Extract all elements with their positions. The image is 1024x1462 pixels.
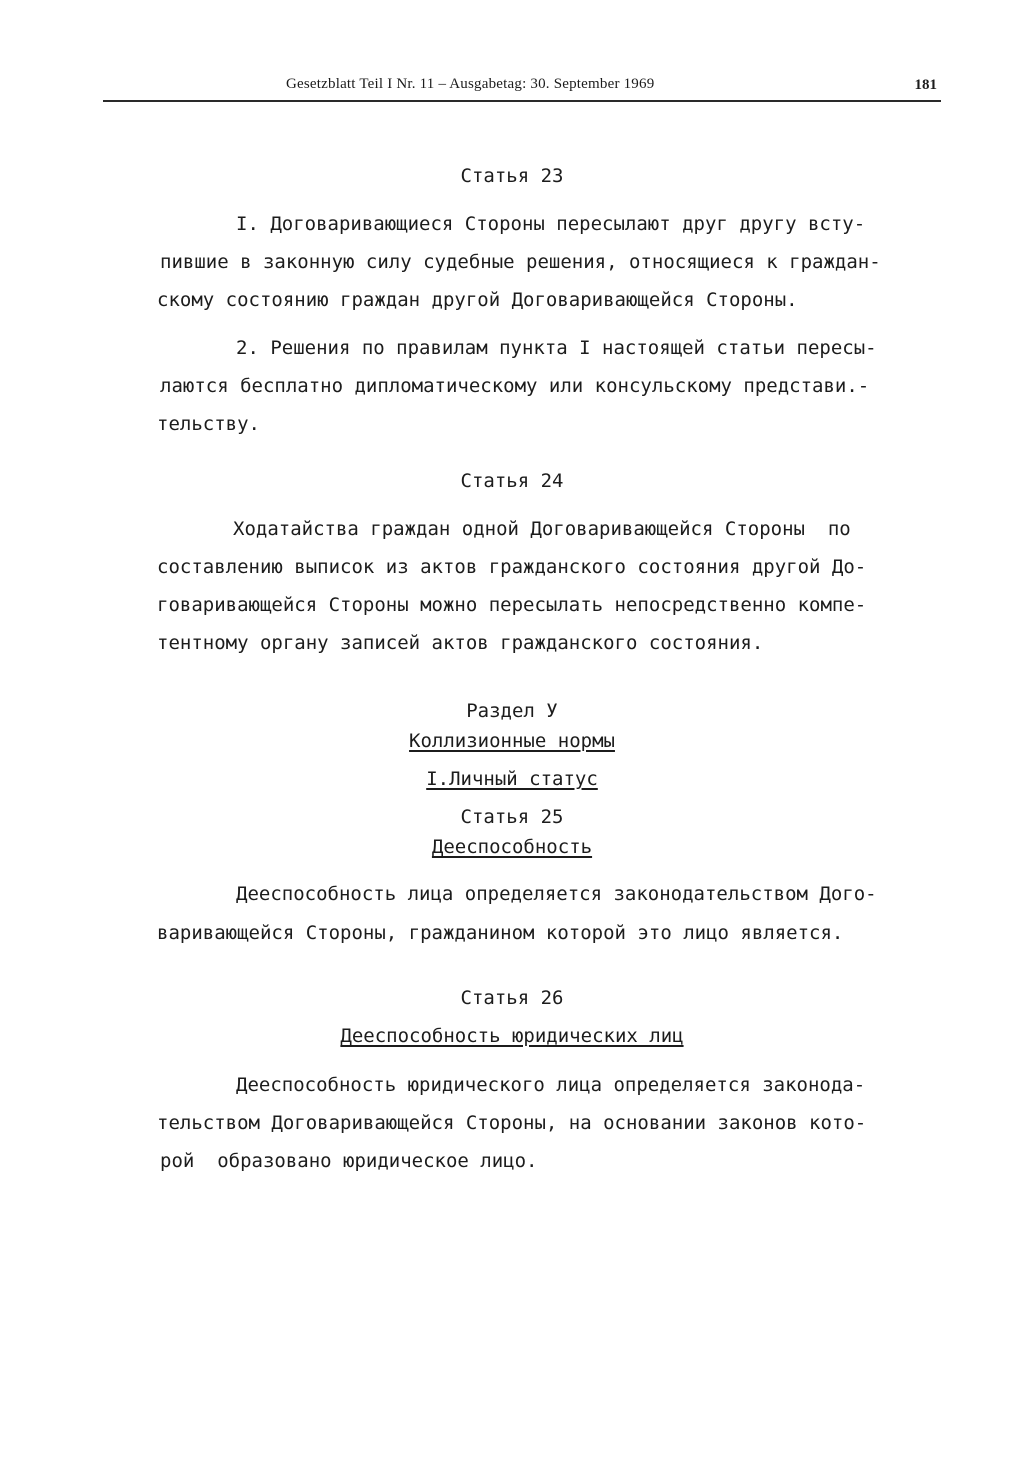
article-23-para1-line1: I. Договаривающиеся Стороны пересылают друг другу всту-: [236, 213, 866, 235]
article-24-para1-line4: тентному органу записей актов гражданского состояния.: [157, 632, 764, 654]
article-25-para1-line1: Дееспособность лица определяется законодательством Дого-: [236, 883, 877, 905]
article-25-para1-line2: варивающейся Стороны, гражданином которой это лицо является.: [157, 922, 844, 944]
article-26-para1-line1: Дееспособность юридического лица определяется законода-: [236, 1074, 866, 1096]
article-26-heading: Статья 26: [460, 987, 564, 1009]
article-23-para2-line1: 2. Решения по правилам пункта I настоящей статьи пересы-: [236, 337, 877, 359]
running-header: [103, 74, 941, 102]
article-24-para1-line2: составлению выписок из актов гражданского состояния другой До-: [157, 556, 867, 578]
article-23-para1-line2: пившие в законную силу судебные решения, относящиеся к граждан-: [160, 251, 881, 273]
article-23-para2-line3: тельству.: [157, 413, 260, 435]
article-26-title: Дееспособность юридических лиц: [340, 1025, 684, 1047]
article-24-para1-line3: говаривающейся Стороны можно пересылать непосредственно компе-: [157, 594, 867, 616]
article-23-para1-line3: скому состоянию граждан другой Договаривающейся Стороны.: [157, 289, 798, 311]
section-5-heading: Раздел У: [466, 700, 558, 722]
article-23-para2-line2: лаются бесплатно дипломатическому или консульскому представи.-: [160, 375, 870, 397]
section-5-subtitle: I.Личный статус: [426, 768, 598, 790]
page-number: 181: [914, 77, 937, 93]
article-25-heading: Статья 25: [460, 806, 564, 828]
article-26-para1-line2: тельством Договаривающейся Стороны, на основании законов кото-: [157, 1112, 867, 1134]
article-24-heading: Статья 24: [460, 470, 564, 492]
section-5-title: Коллизионные нормы: [409, 730, 615, 752]
article-25-title: Дееспособность: [431, 836, 593, 858]
running-title: Gesetzblatt Teil I Nr. 11 – Ausgabetag: 30. September 1969: [286, 76, 655, 92]
article-26-para1-line3: рой образовано юридическое лицо.: [160, 1150, 538, 1172]
article-23-heading: Статья 23: [460, 165, 564, 187]
article-24-para1-line1: Ходатайства граждан одной Договаривающейся Стороны по: [233, 518, 851, 540]
